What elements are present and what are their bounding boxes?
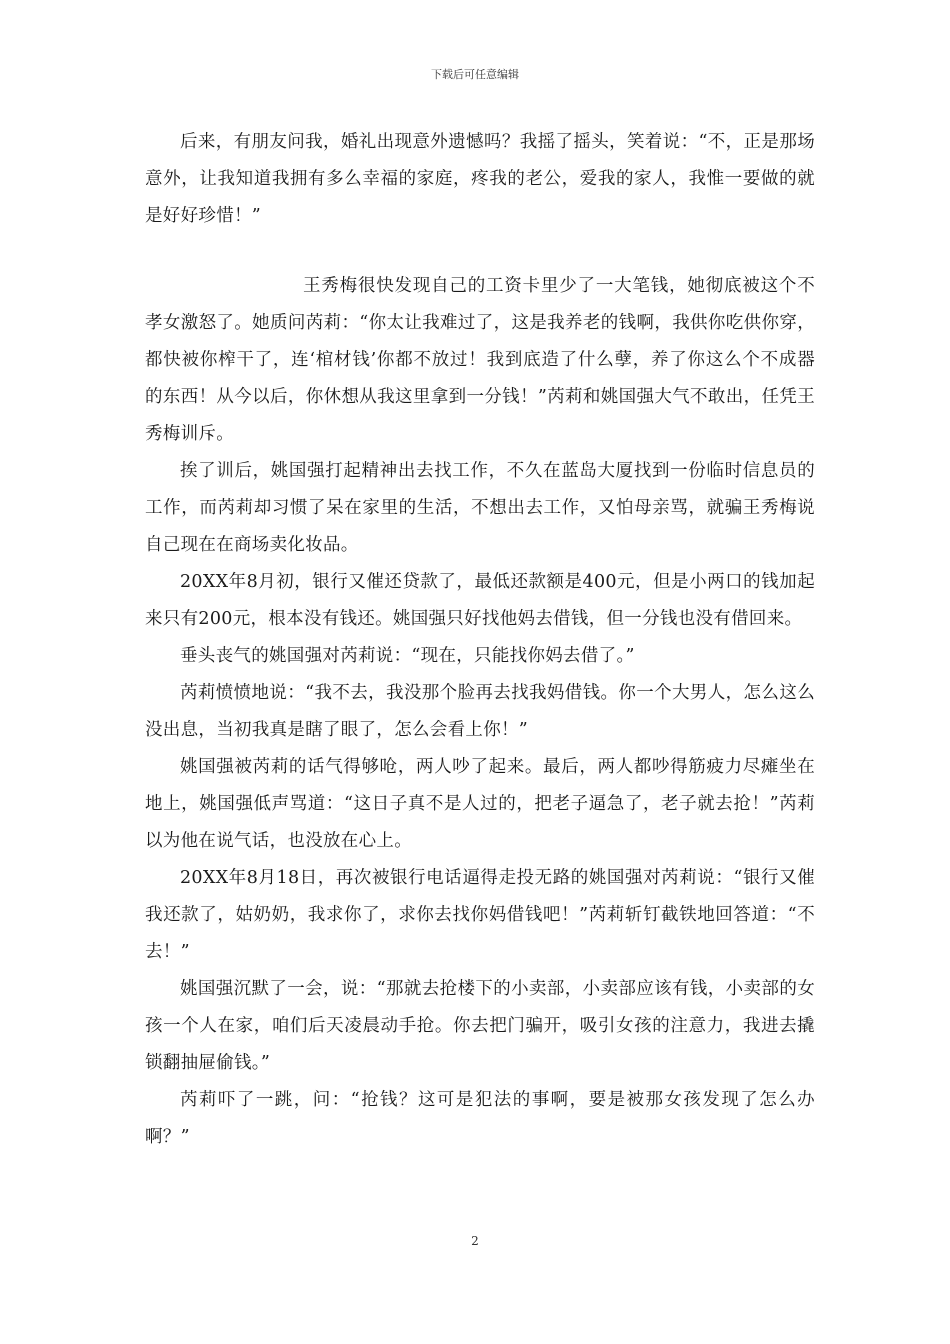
paragraph: 20XX年8月18日，再次被银行电话逼得走投无路的姚国强对芮莉说：“银行又催我还款了，姑奶奶，我求你了，求你去找你妈借钱吧！”芮莉斩钉截铁地回答道：“不去！”: [145, 868, 815, 962]
body-text: [145, 124, 815, 1156]
paragraph: 20XX年8月初，银行又催还贷款了，最低还款额是400元，但是小两口的钱加起来只有200元，根本没有钱还。姚国强只好找他妈去借钱，但一分钱也没有借回来。: [145, 572, 815, 629]
paragraph: 芮莉吓了一跳，问：“抢钱？这可是犯法的事啊，要是被那女孩发现了怎么办啊？”: [145, 1090, 815, 1147]
paragraph: 垂头丧气的姚国强对芮莉说：“现在，只能找你妈去借了。”: [180, 646, 635, 666]
paragraph: 王秀梅很快发现自己的工资卡里少了一大笔钱，她彻底被这个不孝女激怒了。她质问芮莉：“你太让我难过了，这是我养老的钱啊，我供你吃供你穿，都快被你榨干了，连‘棺材钱’你都不放过！我到底造了什么孽，养了你这么个不成器的东西！从今以后，你休想从我这里拿到一分钱！”芮莉和姚国强大气不敢出，任凭王秀梅训斥。: [145, 276, 815, 444]
paragraph: 姚国强沉默了一会，说：“那就去抢楼下的小卖部，小卖部应该有钱，小卖部的女孩一个人在家，咱们后天凌晨动手抢。你去把门骗开，吸引女孩的注意力，我进去撬锁翻抽屉偷钱。”: [145, 979, 815, 1073]
paragraph: 芮莉愤愤地说：“我不去，我没那个脸再去找我妈借钱。你一个大男人，怎么这么没出息，当初我真是瞎了眼了，怎么会看上你！”: [145, 683, 815, 740]
paragraph-gap: [145, 235, 815, 268]
page-number: 2: [471, 1234, 479, 1248]
paragraph: 后来，有朋友问我，婚礼出现意外遗憾吗？我摇了摇头，笑着说：“不，正是那场意外，让我知道我拥有多么幸福的家庭，疼我的老公，爱我的家人，我惟一要做的就是好好珍惜！”: [145, 132, 815, 226]
page-header: 下载后可任意编辑: [431, 68, 519, 81]
paragraph: 挨了训后，姚国强打起精神出去找工作，不久在蓝岛大厦找到一份临时信息员的工作，而芮莉却习惯了呆在家里的生活，不想出去工作，又怕母亲骂，就骗王秀梅说自己现在在商场卖化妆品。: [145, 461, 815, 555]
paragraph: 姚国强被芮莉的话气得够呛，两人吵了起来。最后，两人都吵得筋疲力尽瘫坐在地上，姚国强低声骂道：“这日子真不是人过的，把老子逼急了，老子就去抢！”芮莉以为他在说气话，也没放在心上。: [145, 757, 815, 851]
